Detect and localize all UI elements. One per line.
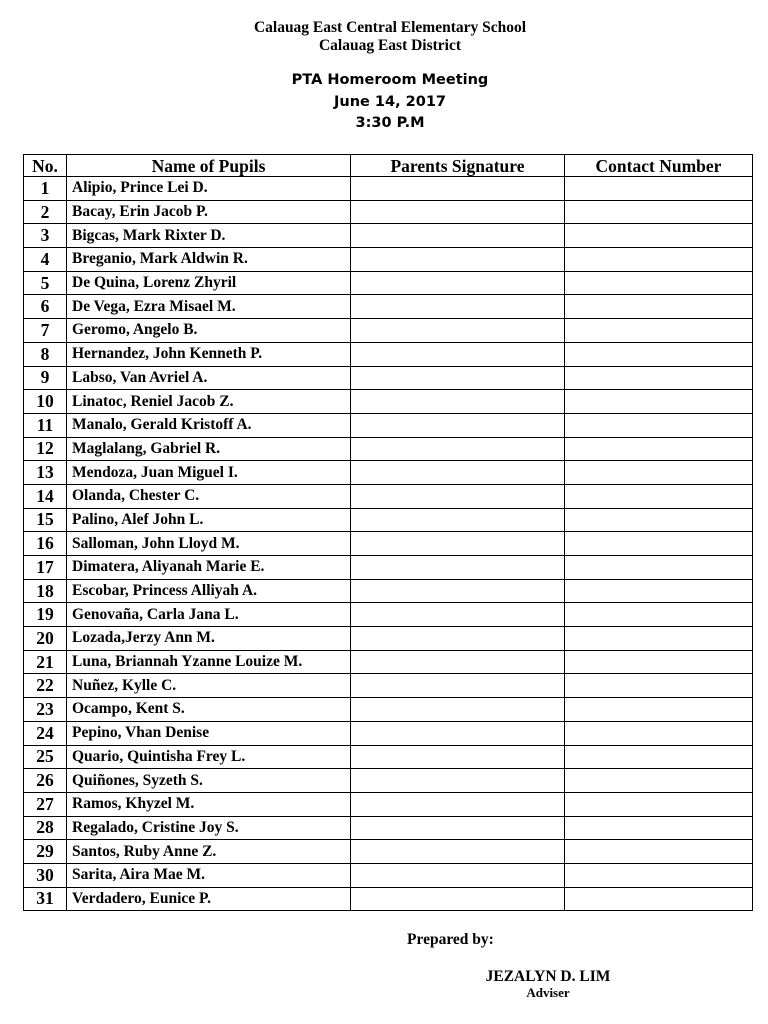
pupil-name-cell: Nuñez, Kylle C. <box>67 674 351 698</box>
parent-signature-cell[interactable] <box>351 887 565 911</box>
pupil-name-cell: Ocampo, Kent S. <box>67 698 351 722</box>
table-row <box>24 413 753 437</box>
row-number-cell: 24 <box>24 721 67 745</box>
pupil-name-cell: De Quina, Lorenz Zhyril <box>67 271 351 295</box>
pupil-name-cell: Ramos, Khyzel M. <box>67 792 351 816</box>
prepared-by-label: Prepared by: <box>407 931 494 948</box>
parent-signature-cell[interactable] <box>351 650 565 674</box>
column-header-contact: Contact Number <box>565 155 753 177</box>
contact-number-cell[interactable] <box>565 200 753 224</box>
parent-signature-cell[interactable] <box>351 366 565 390</box>
contact-number-cell[interactable] <box>565 650 753 674</box>
table-row <box>24 508 753 532</box>
parent-signature-cell[interactable] <box>351 792 565 816</box>
table-row <box>24 840 753 864</box>
contact-number-cell[interactable] <box>565 319 753 343</box>
row-number-cell: 31 <box>24 887 67 911</box>
contact-number-cell[interactable] <box>565 863 753 887</box>
table-row <box>24 390 753 414</box>
row-number-cell: 5 <box>24 271 67 295</box>
row-number-cell: 1 <box>24 177 67 201</box>
parent-signature-cell[interactable] <box>351 461 565 485</box>
table-row <box>24 295 753 319</box>
table-row <box>24 437 753 461</box>
parent-signature-cell[interactable] <box>351 390 565 414</box>
row-number-cell: 13 <box>24 461 67 485</box>
row-number-cell: 8 <box>24 342 67 366</box>
column-header-name: Name of Pupils <box>67 155 351 177</box>
table-row <box>24 650 753 674</box>
table-row <box>24 792 753 816</box>
contact-number-cell[interactable] <box>565 224 753 248</box>
meeting-title: PTA Homeroom Meeting <box>291 72 489 88</box>
district-name: Calauag East District <box>318 37 462 54</box>
contact-number-cell[interactable] <box>565 603 753 627</box>
row-number-cell: 22 <box>24 674 67 698</box>
contact-number-cell[interactable] <box>565 627 753 651</box>
parent-signature-cell[interactable] <box>351 248 565 272</box>
row-number-cell: 10 <box>24 390 67 414</box>
parent-signature-cell[interactable] <box>351 532 565 556</box>
parent-signature-cell[interactable] <box>351 319 565 343</box>
table-row <box>24 721 753 745</box>
table-row <box>24 366 753 390</box>
parent-signature-cell[interactable] <box>351 579 565 603</box>
row-number-cell: 7 <box>24 319 67 343</box>
row-number-cell: 23 <box>24 698 67 722</box>
row-number-cell: 26 <box>24 769 67 793</box>
pupil-name-cell: Pepino, Vhan Denise <box>67 721 351 745</box>
pupil-name-cell: Hernandez, John Kenneth P. <box>67 342 351 366</box>
parent-signature-cell[interactable] <box>351 627 565 651</box>
parent-signature-cell[interactable] <box>351 200 565 224</box>
pupil-name-cell: Palino, Alef John L. <box>67 508 351 532</box>
table-row <box>24 556 753 580</box>
row-number-cell: 25 <box>24 745 67 769</box>
column-header-no: No. <box>24 155 67 177</box>
parent-signature-cell[interactable] <box>351 271 565 295</box>
table-row <box>24 745 753 769</box>
row-number-cell: 6 <box>24 295 67 319</box>
parent-signature-cell[interactable] <box>351 698 565 722</box>
table-row <box>24 579 753 603</box>
parent-signature-cell[interactable] <box>351 295 565 319</box>
row-number-cell: 14 <box>24 484 67 508</box>
pupil-name-cell: Verdadero, Eunice P. <box>67 887 351 911</box>
pupil-name-cell: Geromo, Angelo B. <box>67 319 351 343</box>
pupil-name-cell: Regalado, Cristine Joy S. <box>67 816 351 840</box>
meeting-header <box>0 70 768 135</box>
row-number-cell: 12 <box>24 437 67 461</box>
contact-number-cell[interactable] <box>565 271 753 295</box>
pupil-name-cell: Quiñones, Syzeth S. <box>67 769 351 793</box>
parent-signature-cell[interactable] <box>351 484 565 508</box>
signatory-block <box>460 968 636 1000</box>
school-header <box>0 19 768 55</box>
table-body <box>24 177 753 911</box>
row-number-cell: 28 <box>24 816 67 840</box>
contact-number-cell[interactable] <box>565 177 753 201</box>
contact-number-cell[interactable] <box>565 461 753 485</box>
pupil-name-cell: Labso, Van Avriel A. <box>67 366 351 390</box>
parent-signature-cell[interactable] <box>351 840 565 864</box>
pupil-name-cell: Quario, Quintisha Frey L. <box>67 745 351 769</box>
column-header-signature: Parents Signature <box>351 155 565 177</box>
contact-number-cell[interactable] <box>565 674 753 698</box>
row-number-cell: 17 <box>24 556 67 580</box>
table-row <box>24 769 753 793</box>
contact-number-cell[interactable] <box>565 413 753 437</box>
table-row <box>24 603 753 627</box>
contact-number-cell[interactable] <box>565 508 753 532</box>
contact-number-cell[interactable] <box>565 366 753 390</box>
pupil-name-cell: Salloman, John Lloyd M. <box>67 532 351 556</box>
contact-number-cell[interactable] <box>565 698 753 722</box>
contact-number-cell[interactable] <box>565 484 753 508</box>
table-row <box>24 200 753 224</box>
contact-number-cell[interactable] <box>565 816 753 840</box>
row-number-cell: 3 <box>24 224 67 248</box>
school-name: Calauag East Central Elementary School <box>253 19 527 36</box>
table-row <box>24 887 753 911</box>
contact-number-cell[interactable] <box>565 769 753 793</box>
table-row <box>24 532 753 556</box>
pupil-name-cell: Olanda, Chester C. <box>67 484 351 508</box>
pupil-name-cell: Maglalang, Gabriel R. <box>67 437 351 461</box>
table-row <box>24 674 753 698</box>
attendance-table <box>23 154 753 911</box>
pupil-name-cell: De Vega, Ezra Misael M. <box>67 295 351 319</box>
pupil-name-cell: Breganio, Mark Aldwin R. <box>67 248 351 272</box>
parent-signature-cell[interactable] <box>351 342 565 366</box>
row-number-cell: 30 <box>24 863 67 887</box>
contact-number-cell[interactable] <box>565 792 753 816</box>
pupil-name-cell: Lozada,Jerzy Ann M. <box>67 627 351 651</box>
contact-number-cell[interactable] <box>565 745 753 769</box>
parent-signature-cell[interactable] <box>351 603 565 627</box>
signatory-role: Adviser <box>526 985 570 1000</box>
pupil-name-cell: Santos, Ruby Anne Z. <box>67 840 351 864</box>
table-row <box>24 484 753 508</box>
pupil-name-cell: Manalo, Gerald Kristoff A. <box>67 413 351 437</box>
table-row <box>24 319 753 343</box>
contact-number-cell[interactable] <box>565 295 753 319</box>
parent-signature-cell[interactable] <box>351 437 565 461</box>
pupil-name-cell: Dimatera, Aliyanah Marie E. <box>67 556 351 580</box>
table-row <box>24 342 753 366</box>
row-number-cell: 4 <box>24 248 67 272</box>
meeting-time: 3:30 P.M <box>355 115 425 131</box>
parent-signature-cell[interactable] <box>351 556 565 580</box>
contact-number-cell[interactable] <box>565 579 753 603</box>
parent-signature-cell[interactable] <box>351 769 565 793</box>
table-row <box>24 177 753 201</box>
contact-number-cell[interactable] <box>565 532 753 556</box>
row-number-cell: 15 <box>24 508 67 532</box>
table-header-row <box>24 155 753 177</box>
row-number-cell: 9 <box>24 366 67 390</box>
pupil-name-cell: Bacay, Erin Jacob P. <box>67 200 351 224</box>
contact-number-cell[interactable] <box>565 556 753 580</box>
row-number-cell: 16 <box>24 532 67 556</box>
pupil-name-cell: Sarita, Aira Mae M. <box>67 863 351 887</box>
contact-number-cell[interactable] <box>565 887 753 911</box>
contact-number-cell[interactable] <box>565 840 753 864</box>
pupil-name-cell: Linatoc, Reniel Jacob Z. <box>67 390 351 414</box>
row-number-cell: 2 <box>24 200 67 224</box>
table-row <box>24 816 753 840</box>
parent-signature-cell[interactable] <box>351 745 565 769</box>
row-number-cell: 27 <box>24 792 67 816</box>
table-row <box>24 224 753 248</box>
parent-signature-cell[interactable] <box>351 816 565 840</box>
table-row <box>24 627 753 651</box>
row-number-cell: 19 <box>24 603 67 627</box>
table-row <box>24 698 753 722</box>
table-row <box>24 863 753 887</box>
parent-signature-cell[interactable] <box>351 508 565 532</box>
pupil-name-cell: Escobar, Princess Alliyah A. <box>67 579 351 603</box>
signatory-name: JEZALYN D. LIM <box>485 968 611 985</box>
contact-number-cell[interactable] <box>565 721 753 745</box>
row-number-cell: 21 <box>24 650 67 674</box>
pupil-name-cell: Genovaña, Carla Jana L. <box>67 603 351 627</box>
parent-signature-cell[interactable] <box>351 413 565 437</box>
contact-number-cell[interactable] <box>565 248 753 272</box>
contact-number-cell[interactable] <box>565 390 753 414</box>
table-row <box>24 461 753 485</box>
pupil-name-cell: Mendoza, Juan Miguel I. <box>67 461 351 485</box>
row-number-cell: 20 <box>24 627 67 651</box>
contact-number-cell[interactable] <box>565 437 753 461</box>
pupil-name-cell: Alipio, Prince Lei D. <box>67 177 351 201</box>
pupil-name-cell: Bigcas, Mark Rixter D. <box>67 224 351 248</box>
parent-signature-cell[interactable] <box>351 674 565 698</box>
row-number-cell: 11 <box>24 413 67 437</box>
pupil-name-cell: Luna, Briannah Yzanne Louize M. <box>67 650 351 674</box>
parent-signature-cell[interactable] <box>351 721 565 745</box>
meeting-date: June 14, 2017 <box>333 93 446 110</box>
contact-number-cell[interactable] <box>565 342 753 366</box>
parent-signature-cell[interactable] <box>351 177 565 201</box>
row-number-cell: 18 <box>24 579 67 603</box>
parent-signature-cell[interactable] <box>351 863 565 887</box>
table-row <box>24 248 753 272</box>
row-number-cell: 29 <box>24 840 67 864</box>
parent-signature-cell[interactable] <box>351 224 565 248</box>
table-row <box>24 271 753 295</box>
